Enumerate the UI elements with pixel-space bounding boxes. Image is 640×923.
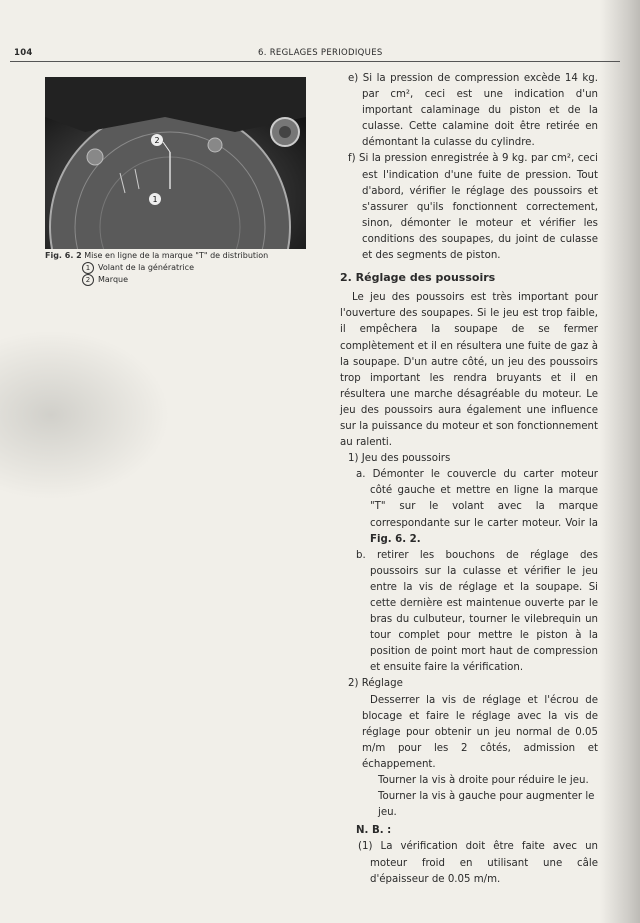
- step-marker: b.: [356, 549, 366, 561]
- turn-right-instruction: Tourner la vis à droite pour réduire le jeu.: [378, 775, 589, 787]
- nb-text: La vérification doit être faite avec un moteur froid en utilisant une câle d'épaisseur de 0.05 m/m.: [370, 841, 598, 885]
- callout-1-label: 1: [152, 195, 158, 204]
- step-text: Démonter le couvercle du carter moteur côté gauche et mettre en ligne la marque "T" sur le volant avec la marque correspondante sur le carter moteur. Voir la: [370, 469, 598, 529]
- step-b: [340, 548, 598, 677]
- scan-smudge: [0, 330, 170, 500]
- figure-title: Mise en ligne de la marque "T" de distribution: [84, 251, 269, 260]
- figure-caption: [45, 250, 315, 286]
- list-item-e: [340, 71, 598, 151]
- legend-number: 2: [82, 274, 94, 286]
- nb-label: N. B. :: [356, 825, 392, 837]
- figure-photo: [45, 77, 306, 249]
- legend-text: Volant de la génératrice: [98, 263, 194, 272]
- item-marker: f): [348, 153, 356, 165]
- figure-reference: Fig. 6. 2.: [370, 533, 421, 545]
- adjustment-text: Desserrer la vis de réglage et l'écrou de blocage et faire le réglage avec la vis de réglage pour obtenir un jeu normal de 0.05 m/m pour les 2 côtés, admission et échappement.: [362, 694, 598, 770]
- item-marker: e): [348, 73, 359, 84]
- bolt-center: [208, 138, 222, 152]
- page-edge-shadow: [600, 0, 640, 923]
- legend-item: [45, 262, 315, 274]
- subsection-title-2: 2) Réglage: [348, 678, 403, 690]
- section-heading: 2. Réglage des poussoirs: [340, 271, 496, 285]
- list-item-f: [340, 151, 598, 264]
- chapter-title: 6. REGLAGES PERIODIQUES: [258, 48, 383, 58]
- subsection-title-1: 1) Jeu des poussoirs: [348, 453, 451, 465]
- step-text: retirer les bouchons de réglage des poussoirs sur la culasse et vérifier le jeu entre la vis de réglage et la soupape. Si cette dernière est maintenue ouverte par le bras du culbuteur, tourner le vilebrequin un tour complet pour mettre le piston à la position de point mort haut de compression et ensuite faire la vérification.: [370, 549, 598, 674]
- callout-2-label: 2: [154, 136, 160, 145]
- page-header: [14, 48, 620, 62]
- legend-number: 1: [82, 262, 94, 274]
- text-column: [340, 71, 598, 888]
- step-a: [340, 467, 598, 547]
- figure-label: Fig. 6. 2: [45, 251, 82, 260]
- turn-left-instruction: Tourner la vis à gauche pour augmenter le jeu.: [378, 791, 595, 819]
- step-marker: a.: [356, 469, 366, 481]
- legend-item: [45, 274, 315, 286]
- bolt-right-center: [279, 126, 291, 138]
- legend-text: Marque: [98, 275, 129, 284]
- page-number: 104: [14, 48, 33, 58]
- section-intro: Le jeu des poussoirs est très important pour l'ouverture des soupapes. Si le jeu est trop faible, il empêchera la soupape de se fermer complètement et il en résultera une fuite de gaz à la soupape. D'un autre côté, un jeu des poussoirs trop important les rendra bruyants et il en résultera une marche désagréable du moteur. Le jeu des poussoirs aura également une influence sur la puissance du moteur et son fonctionnement au ralenti.: [340, 292, 598, 449]
- nb-item: [340, 839, 598, 887]
- item-text: Si la pression enregistrée à 9 kg. par cm², ceci est l'indication d'une fuite de pression. Tout d'abord, vérifier le réglage des poussoirs et s'assurer qu'ils fonctionnent correctement, sinon, démonter le moteur et vérifier les conditions des soupapes, du joint de culasse et des segments de piston.: [359, 153, 598, 262]
- item-text: Si la pression de compression excède 14 kg. par cm², ceci est une indication d'un important calaminage du piston et de la culasse. Cette calamine doit être retirée en démontant la culasse du cylindre.: [362, 73, 598, 149]
- header-rule: [10, 61, 620, 62]
- nb-marker: (1): [358, 841, 373, 853]
- bolt-left: [87, 149, 103, 165]
